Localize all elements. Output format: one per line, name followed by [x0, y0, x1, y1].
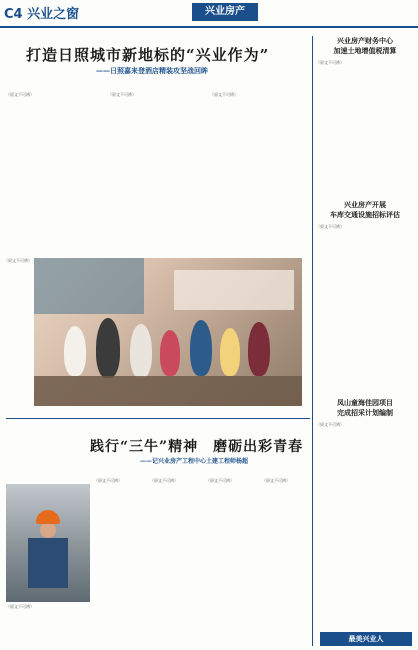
title-line: 凤山童海佳园项目 [337, 398, 393, 407]
sidebar-article1-title [316, 36, 414, 56]
photo-person [220, 328, 240, 376]
section-title: 兴业房产 [192, 3, 258, 21]
photo-person [248, 322, 270, 376]
section-divider [6, 418, 310, 419]
sidebar-article3-title [316, 398, 414, 418]
sidebar-article3-body: （原文不可辨） [316, 422, 344, 427]
second-column-2: （原文不可辨） [150, 478, 178, 483]
lead-subhead: ——日照嘉来登酒店精装攻坚战回眸 [96, 66, 208, 75]
second-column-4: （原文不可辨） [262, 478, 290, 483]
photo-table [34, 376, 302, 406]
second-headline: 践行“三牛”精神 磨砺出彩青春 [90, 439, 304, 455]
lead-photo [34, 258, 302, 406]
title-line: 完成招采计划编制 [337, 408, 393, 417]
sidebar-article2-title [316, 200, 414, 220]
photo-wall [174, 270, 294, 310]
sidebar-article2-body: （原文不可辨） [316, 224, 344, 229]
photo-person [160, 330, 180, 376]
title-line: 兴业房产开展 [344, 200, 386, 209]
photo-display-board [34, 258, 144, 314]
photo-person [96, 318, 120, 378]
second-column-3: （原文不可辨） [206, 478, 234, 483]
lead-headline: 打造日照城市新地标的“兴业作为” [26, 46, 270, 64]
lead-column-2: （原文不可辨） [108, 92, 136, 97]
footer-column-badge: 最美兴业人 [320, 632, 412, 646]
worker-face [40, 522, 56, 538]
title-line: 兴业房产财务中心 [337, 36, 393, 45]
photo-person [130, 324, 152, 378]
photo-caption: （原文不可辨） [4, 258, 32, 263]
masthead-logo: C4 兴业之窗 [4, 7, 80, 22]
photo-person [64, 326, 86, 376]
title-line: 加速土地增值税清算 [333, 46, 397, 55]
sidebar-divider [312, 36, 313, 646]
photo-person [190, 320, 212, 376]
sidebar-article1-body: （原文不可辨） [316, 60, 344, 65]
worker-vest [28, 538, 68, 588]
worker-photo-caption: （原文不可辨） [6, 604, 34, 609]
lead-column-1: （原文不可辨） [6, 92, 34, 97]
lead-column-3: （原文不可辨） [210, 92, 238, 97]
title-line: 车库交通设施招标评估 [330, 210, 400, 219]
second-column-1: （原文不可辨） [94, 478, 122, 483]
second-subhead: ——记兴业房产工程中心土建工程师杨超 [140, 458, 249, 465]
sidebar [316, 36, 414, 644]
